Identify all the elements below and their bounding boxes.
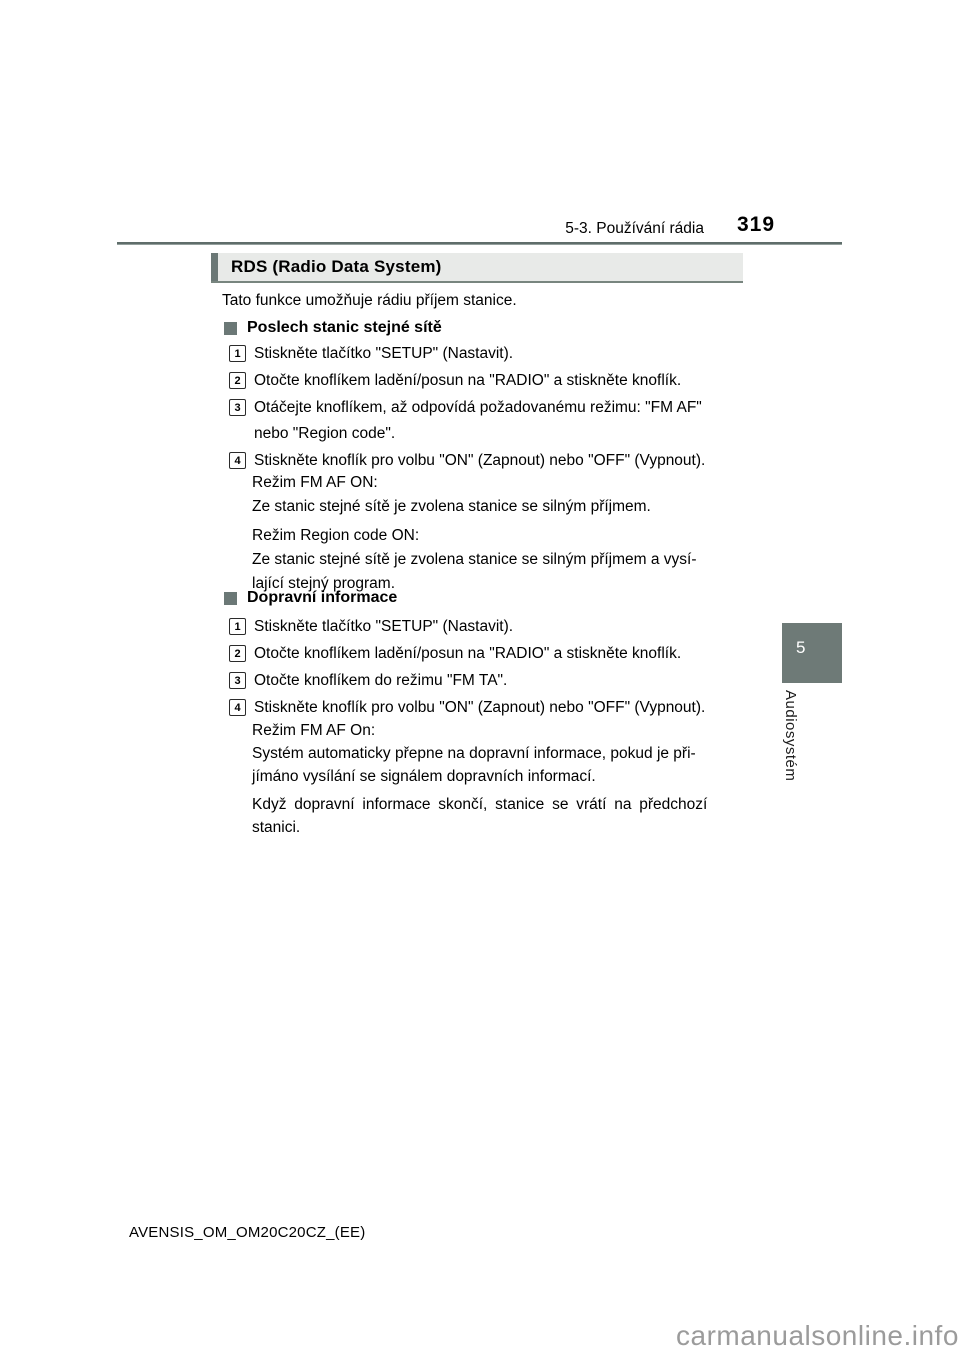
running-header-section: 5-3. Používání rádia [565,220,704,237]
subsection-header [224,319,442,337]
chapter-tab [782,623,842,683]
notes-block [252,471,697,601]
step-line: Stiskněte tlačítko "SETUP" (Nastavit). [254,345,514,362]
step-text [254,695,705,721]
note-paragraph [252,524,697,596]
note-line: Ze stanic stejné sítě je zvolena stanice se silným příjmem. [252,498,651,515]
step-number-box: 1 [229,618,246,635]
step-line: nebo "Region code". [254,425,396,442]
step-line: Otáčejte knoflíkem, až odpovídá požadovanému režimu: "FM AF" [254,399,702,416]
step-text [254,395,702,447]
note-paragraph [252,471,697,519]
chapter-number: 5 [796,638,806,657]
step-item [229,341,705,367]
note-line: Režim FM AF ON: [252,474,378,491]
banner-accent-bar [211,253,218,281]
step-number-box: 1 [229,345,246,362]
step-number-box: 3 [229,399,246,416]
note-line: Režim Region code ON: [252,527,420,544]
intro-paragraph: Tato funkce umožňuje rádiu příjem stanice. [222,292,517,309]
step-line: Otočte knoflíkem ladění/posun na "RADIO" a stiskněte knoflík. [254,645,682,662]
step-number-box: 4 [229,452,246,469]
step-number-box: 3 [229,672,246,689]
watermark-text: carmanualsonline.info [676,1320,959,1351]
note-line: stanici. [252,819,301,836]
step-item [229,395,705,447]
page-number: 319 [737,213,776,236]
step-text [254,641,681,667]
step-item [229,614,705,640]
subsection-title: Poslech stanic stejné sítě [247,319,442,336]
section-banner-title: RDS (Radio Data System) [231,257,442,276]
note-line: jímáno vysílání se signálem dopravních informací. [252,768,596,785]
step-text [254,368,681,394]
note-paragraph [252,719,707,788]
note-line: lající stejný program. [252,575,395,592]
square-bullet-icon [224,592,237,605]
subsection-title: Dopravní informace [247,589,398,606]
note-paragraph [252,793,707,839]
note-line: Režim FM AF On: [252,722,376,739]
step-line: Stiskněte knoflík pro volbu "ON" (Zapnout) nebo "OFF" (Vypnout). [254,452,706,469]
step-line: Otočte knoflíkem ladění/posun na "RADIO" a stiskněte knoflík. [254,372,682,389]
steps-list [229,614,705,722]
note-line: Ze stanic stejné sítě je zvolena stanice se silným příjmem a vysí- [252,551,697,568]
header-rule [117,242,842,245]
step-number-box: 4 [229,699,246,716]
notes-block [252,719,707,844]
note-line: Systém automaticky přepne na dopravní informace, pokud je při- [252,745,696,762]
step-item [229,641,705,667]
step-line: Stiskněte tlačítko "SETUP" (Nastavit). [254,618,514,635]
step-line: Otočte knoflíkem do režimu "FM TA". [254,672,508,689]
step-item [229,695,705,721]
step-number-box: 2 [229,372,246,389]
step-item [229,368,705,394]
step-text [254,668,507,694]
step-number-box: 2 [229,645,246,662]
step-text [254,341,513,367]
step-item [229,668,705,694]
step-line: Stiskněte knoflík pro volbu "ON" (Zapnout) nebo "OFF" (Vypnout). [254,699,706,716]
subsection-header [224,589,397,607]
note-line: Když dopravní informace skončí, stanice se vrátí na předchozí [252,796,708,813]
document-code: AVENSIS_OM_OM20C20CZ_(EE) [129,1224,366,1241]
section-banner [211,253,743,283]
steps-list [229,341,705,475]
step-text [254,614,513,640]
chapter-label-vertical: Audiosystém [782,690,799,782]
square-bullet-icon [224,322,237,335]
